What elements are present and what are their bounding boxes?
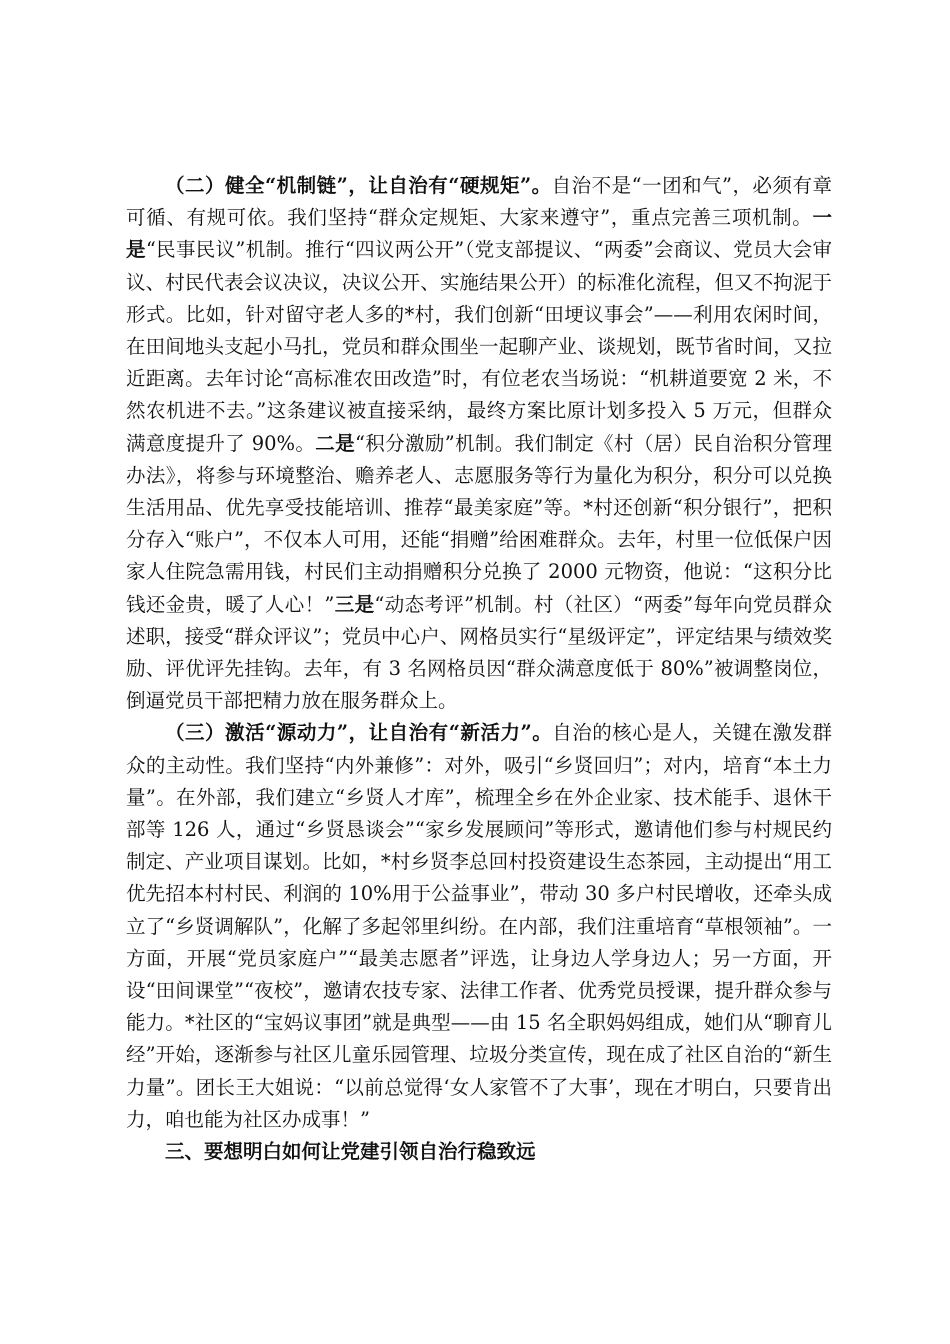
section-2-text-first: “民事民议”机制。推行“四议两公开”（党支部提议、“两委”会商议、党员大会审议、村民代表会议决议，决议公开、实施结果公开）的标准化流程，但又不拘泥于形式。比如，针对留守老人多的*村，我们创新“田埂议事会”——利用农闲时间，在田间地头支起小马扎，党员和群众围坐一起聊产业、谈规划，既节省时间，又拉近距离。去年讨论“高标准农田改造”时，有位老农当场说：“机耕道要宽 2 米，不然农机进不去。”这条建议被直接采纳，最终方案比原计划多投入 5 万元，但群众满意度提升了 90%。: [126, 238, 832, 455]
document-body: [126, 170, 832, 1168]
section-2-heading: （二）健全“机制链”，让自治有“硬规矩”。: [165, 174, 552, 197]
section-3-paragraph: [126, 717, 832, 1136]
section-2-marker-second: 二是: [315, 431, 355, 455]
part-3-heading: 三、要想明白如何让党建引领自治行稳致远: [165, 1140, 536, 1164]
section-2-paragraph: [126, 170, 832, 717]
section-2-marker-first: 一是: [126, 206, 832, 262]
section-2-text-second: “积分激励”机制。我们制定《村（居）民自治积分管理办法》，将参与环境整治、赡养老人、志愿服务等行为量化为积分，积分可以兑换生活用品、优先享受技能培训、推荐“最美家庭”等。*村还创新“积分银行”，把积分存入“账户”，不仅本人可用，还能“捐赠”给困难群众。去年，村里一位低保户因家人住院急需用钱，村民们主动捐赠积分兑换了 2000 元物资，他说：“这积分比钱还金贵，暖了人心！”: [126, 431, 832, 616]
section-2-text-third: “动态考评”机制。村（社区）“两委”每年向党员群众述职，接受“群众评议”；党员中心户、网格员实行“星级评定”，评定结果与绩效奖励、评优评先挂钩。去年，有 3 名网格员因“群众满意度低于 80%”被调整岗位，倒逼党员干部把精力放在服务群众上。: [126, 592, 832, 713]
section-3-heading: （三）激活“源动力”，让自治有“新活力”。: [165, 721, 553, 745]
section-2-text-intro: 自治不是“一团和气”，必须有章可循、有规可依。我们坚持“群众定规矩、大家来遵守”，重点完善三项机制。: [126, 174, 832, 230]
section-3-text: 自治的核心是人，关键在激发群众的主动性。我们坚持“内外兼修”：对外，吸引“乡贤回归”；对内，培育“本土力量”。在外部，我们建立“乡贤人才库”，梳理全乡在外企业家、技术能手、退休干部等 126 人，通过“乡贤恳谈会”“家乡发展顾问”等形式，邀请他们参与村规民约制定、产业项目谋划。比如，*村乡贤李总回村投资建设生态茶园，主动提出“用工优先招本村村民、利润的 10%用于公益事业”，带动 30 多户村民增收，还牵头成立了“乡贤调解队”，化解了多起邻里纠纷。在内部，我们注重培育“草根领袖”。一方面，开展“党员家庭户”“最美志愿者”评选，让身边人学身边人；另一方面，开设“田间课堂”“夜校”，邀请农技专家、法律工作者、优秀党员授课，提升群众参与能力。*社区的“宝妈议事团”就是典型——由 15 名全职妈妈组成，她们从“聊育儿经”开始，逐渐参与社区儿童乐园管理、垃圾分类宣传，现在成了社区自治的“新生力量”。团长王大姐说：“以前总觉得‘女人家管不了大事’，现在才明白，只要肯出力，咱也能为社区办成事！”: [126, 721, 832, 1131]
section-2-marker-third: 三是: [334, 592, 375, 616]
